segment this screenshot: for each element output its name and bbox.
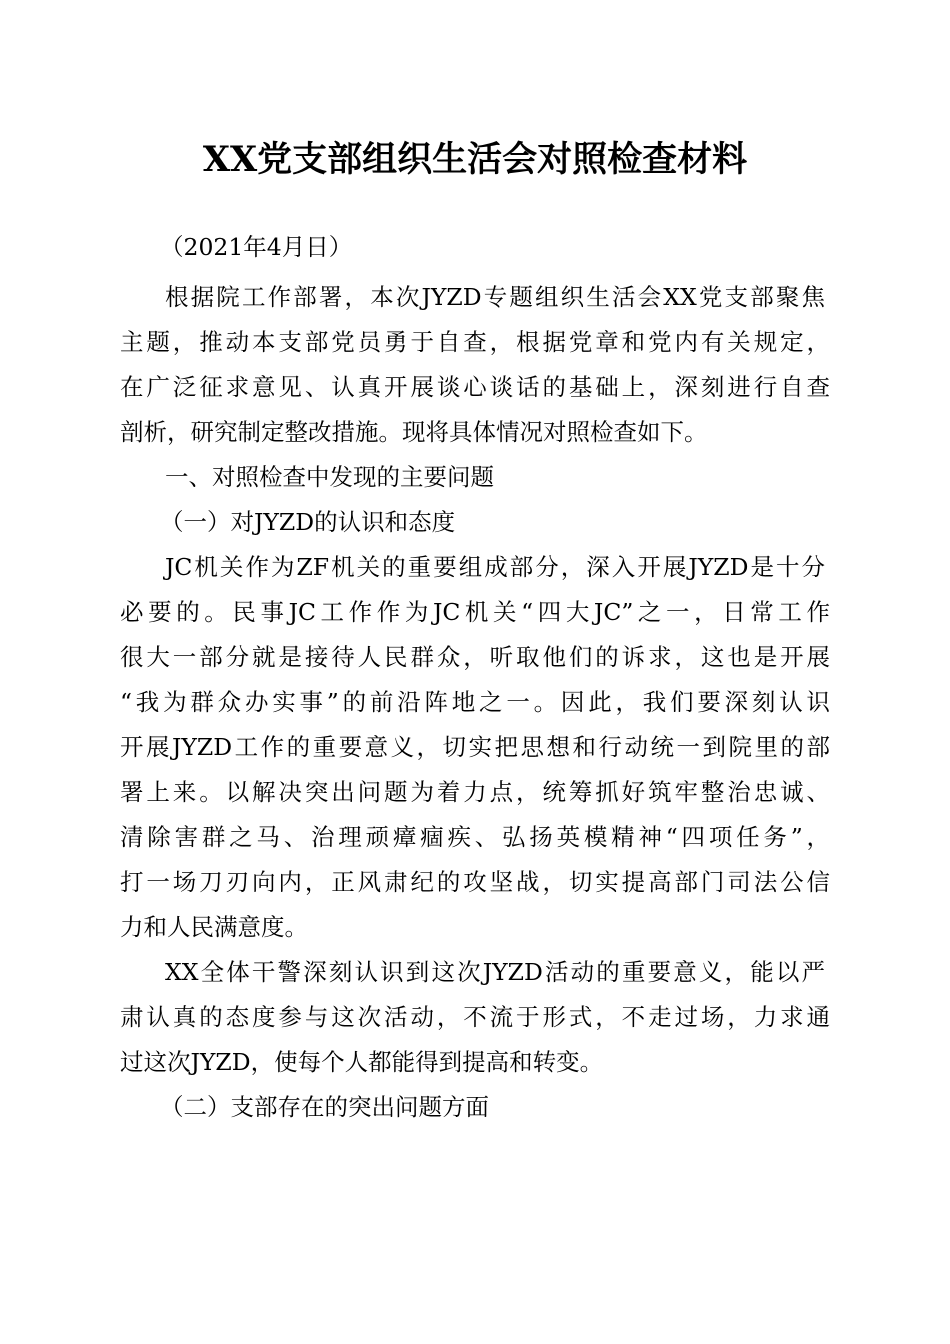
document-date: （2021年4月日）	[160, 233, 353, 261]
intro-line: 主题，推动本支部党员勇于自查，根据党章和党内有关规定，	[120, 328, 830, 356]
document-title: XX党支部组织生活会对照检查材料	[202, 139, 748, 180]
paragraph-line: “我为群众办实事”的前沿阵地之一。因此，我们要深刻认识	[120, 688, 830, 716]
paragraph-line: 力和人民满意度。	[120, 913, 308, 941]
paragraph-line: XX全体干警深刻认识到这次JYZD活动的重要意义，能以严	[165, 958, 825, 986]
section-heading-1: 一、对照检查中发现的主要问题	[165, 463, 494, 491]
paragraph-line: 署上来。以解决突出问题为着力点，统筹抓好筑牢整治忠诚、	[120, 778, 830, 806]
paragraph-line: 很大一部分就是接待人民群众，听取他们的诉求，这也是开展	[120, 643, 830, 671]
paragraph-line: 打一场刀刃向内，正风肃纪的攻坚战，切实提高部门司法公信	[120, 868, 830, 896]
subsection-heading-1: （一）对JYZD的认识和态度	[160, 508, 456, 536]
intro-line: 剖析，研究制定整改措施。现将具体情况对照检查如下。	[120, 418, 708, 446]
paragraph-line: 开展JYZD工作的重要意义，切实把思想和行动统一到院里的部	[120, 733, 830, 761]
paragraph-line: 肃认真的态度参与这次活动，不流于形式，不走过场，力求通	[120, 1003, 830, 1031]
intro-line: 在广泛征求意见、认真开展谈心谈话的基础上，深刻进行自查	[120, 373, 830, 401]
paragraph-line: JC机关作为ZF机关的重要组成部分，深入开展JYZD是十分	[165, 553, 825, 581]
paragraph-line: 清除害群之马、治理顽瘴痼疾、弘扬英模精神“四项任务”，	[120, 823, 830, 851]
intro-line: 根据院工作部署，本次JYZD专题组织生活会XX党支部聚焦	[165, 283, 825, 311]
paragraph-line: 过这次JYZD，使每个人都能得到提高和转变。	[120, 1048, 604, 1076]
paragraph-line: 必要的。民事JC工作作为JC机关“四大JC”之一，日常工作	[120, 598, 830, 626]
subsection-heading-2: （二）支部存在的突出问题方面	[160, 1093, 489, 1121]
